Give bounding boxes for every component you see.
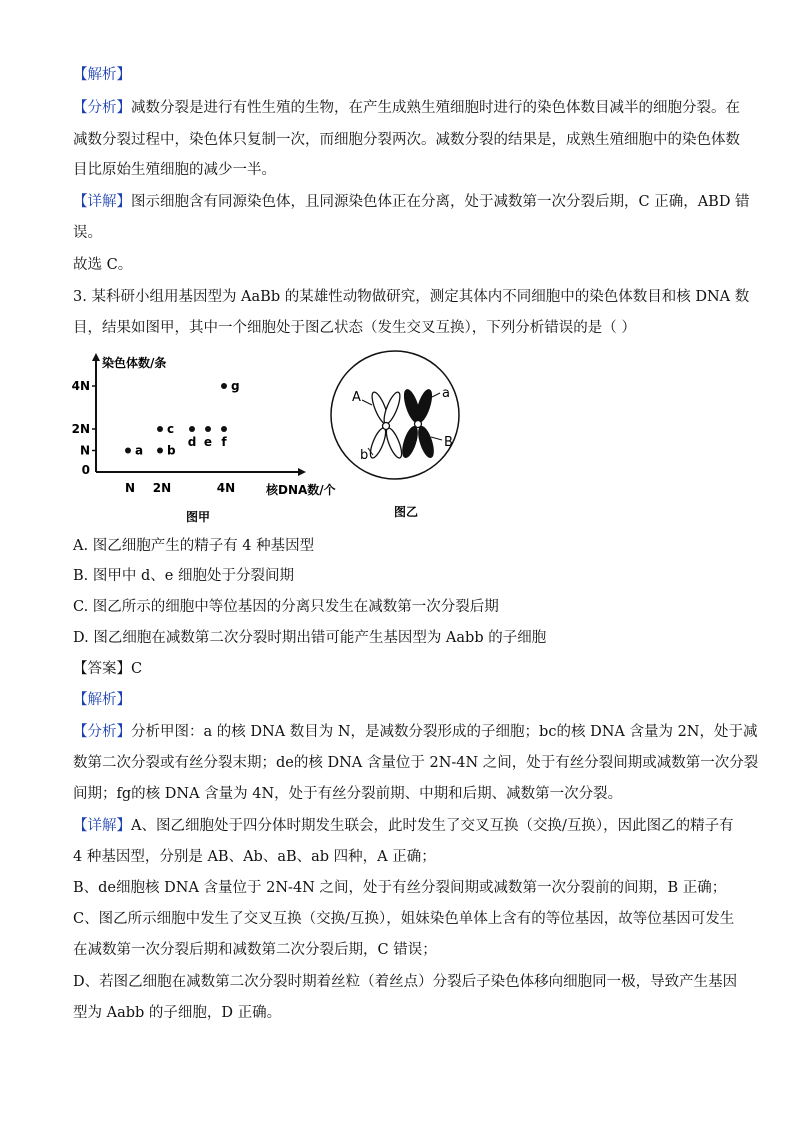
answer-line: 【答案】C	[73, 661, 143, 677]
gene-label-A: A	[352, 390, 361, 405]
question-line-1: 3. 某科研小组用基因型为 AaBb 的某雄性动物做研究，测定其体内不同细胞中的染色体数目和核 DNA 数	[73, 289, 750, 305]
point-label-e: e	[203, 435, 213, 449]
answer-detail-line-6: D、若图乙细胞在减数第二次分裂时期着丝粒（着丝点）分裂后子染色体移向细胞同一极，导致产生基因	[73, 974, 738, 990]
y-axis-arrow	[92, 353, 100, 361]
label-line-A	[362, 400, 372, 405]
answer-detail-line-1: 【详解】A、图乙细胞处于四分体时期发生联会，此时发生了交叉互换（交换/互换），因此图乙的精子有	[73, 818, 734, 834]
prev-analysis-line-3: 目比原始生殖细胞的减少一半。	[73, 162, 276, 178]
point-label-b: b	[167, 443, 176, 458]
y-tick-label: N	[79, 443, 90, 458]
answer-analysis-heading: 【解析】	[73, 692, 131, 708]
y-axis-label: 染色体数/条	[102, 356, 167, 370]
question-figures	[60, 345, 480, 530]
figure-b	[331, 351, 459, 519]
prev-analysis-heading: 【解析】	[73, 67, 131, 83]
y-tick-label: 0	[81, 463, 90, 477]
figure-a-caption: 图甲	[186, 510, 211, 524]
chromosome-black	[400, 388, 436, 459]
answer-analysis-line-1: 【分析】分析甲图：a 的核 DNA 数目为 N，是减数分裂形成的子细胞；bc的核 DNA 含量为 2N，处于减	[73, 724, 758, 740]
point-b	[157, 448, 163, 454]
x-tick-label: 2N	[152, 481, 172, 495]
point-label-d: d	[187, 435, 197, 449]
point-a	[125, 448, 131, 454]
point-label-c: c	[167, 422, 175, 436]
figure-b-caption: 图乙	[394, 505, 419, 519]
prev-analysis-line-2: 减数分裂过程中，染色体只复制一次，而细胞分裂两次。减数分裂的结果是，成熟生殖细胞中的染色体数	[73, 132, 740, 148]
x-axis-label: 核DNA数/个	[266, 483, 336, 497]
figure-a	[72, 353, 336, 524]
chromosome-white	[367, 390, 404, 459]
answer-detail-line-5: 在减数第一次分裂后期和减数第二次分裂后期，C 错误；	[73, 942, 437, 958]
answer-detail-line-3: B、de细胞核 DNA 含量位于 2N-4N 之间，处于有丝分裂间期或减数第一次分裂前的间期，B 正确；	[73, 880, 727, 896]
point-label-a: a	[135, 443, 144, 458]
point-c	[157, 426, 163, 432]
question-line-2: 目，结果如图甲，其中一个细胞处于图乙状态（发生交叉互换），下列分析错误的是（ ）	[73, 320, 636, 336]
prev-detail-line-2: 误。	[73, 225, 102, 241]
option-a: A. 图乙细胞产生的精子有 4 种基因型	[73, 538, 315, 554]
prev-detail-line-1: 【详解】图示细胞含有同源染色体，且同源染色体正在分离，处于减数第一次分裂后期，C 正确，ABD 错	[73, 194, 750, 210]
answer-analysis-line-3: 间期；fg的核 DNA 含量为 4N，处于有丝分裂前期、中期和后期、减数第一次分裂。	[73, 786, 623, 802]
answer-analysis-line-2: 数第二次分裂或有丝分裂末期；de的核 DNA 含量位于 2N-4N 之间，处于有丝分裂间期或减数第一次分裂	[73, 755, 759, 771]
option-c: C. 图乙所示的细胞中等位基因的分离只发生在减数第一次分裂后期	[73, 599, 499, 615]
label-line-B	[431, 437, 442, 440]
point-label-f: f	[221, 435, 227, 449]
gene-label-a: a	[442, 386, 450, 401]
answer-detail-line-7: 型为 Aabb 的子细胞，D 正确。	[73, 1005, 282, 1021]
point-g	[221, 383, 227, 389]
point-d	[189, 426, 195, 432]
x-tick-label: N	[124, 481, 136, 495]
point-label-g: g	[231, 379, 240, 393]
point-e	[205, 426, 211, 432]
y-tick-label: 4N	[71, 379, 90, 393]
point-f	[221, 426, 227, 432]
answer-detail-line-4: C、图乙所示细胞中发生了交叉互换（交换/互换），姐妹染色单体上含有的等位基因，故等位基因可发生	[73, 911, 735, 927]
option-d: D. 图乙细胞在减数第二次分裂时期出错可能产生基因型为 Aabb 的子细胞	[73, 630, 547, 646]
option-b: B. 图甲中 d、e 细胞处于分裂间期	[73, 568, 294, 584]
x-axis-arrow	[298, 468, 306, 476]
gene-label-B: B	[444, 435, 453, 450]
label-line-a	[432, 393, 440, 397]
prev-conclusion: 故选 C。	[73, 257, 133, 273]
prev-analysis-line-1: 【分析】减数分裂是进行有性生殖的生物，在产生成熟生殖细胞时进行的染色体数目减半的细胞分裂。在	[73, 100, 740, 116]
y-tick-label: 2N	[71, 422, 90, 436]
gene-label-b: b	[360, 448, 369, 463]
answer-detail-line-2: 4 种基因型，分别是 AB、Ab、aB、ab 四种，A 正确；	[73, 849, 436, 865]
x-tick-label: 4N	[216, 481, 236, 495]
